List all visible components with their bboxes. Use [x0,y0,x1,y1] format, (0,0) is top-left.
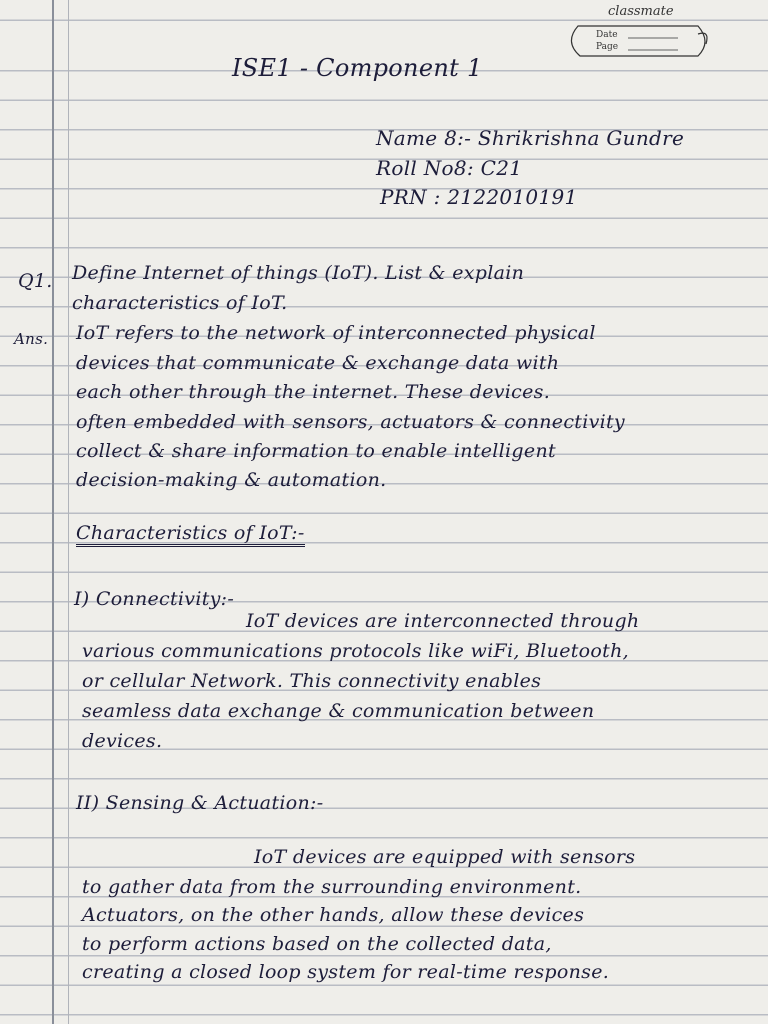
question-line-1: Define Internet of things (IoT). List & explain [72,262,525,284]
prn-number: PRN : 2122010191 [380,185,578,209]
section-line: seamless data exchange & communication between [82,700,595,722]
section-heading-sensing: II) Sensing & Actuation:- [76,792,324,814]
section-line: IoT devices are interconnected through [246,610,640,632]
answer-line: each other through the internet. These devices. [76,381,551,403]
question-line-2: characteristics of IoT. [72,292,288,314]
answer-line: IoT refers to the network of interconnected physical [76,322,596,344]
answer-line: often embedded with sensors, actuators & connectivity [76,411,625,433]
brand-page-label: Page [596,42,619,52]
page-title: ISE1 - Component 1 [232,54,483,82]
section-line: to perform actions based on the collected data, [82,933,552,955]
characteristics-heading: Characteristics of IoT:- [76,522,305,547]
answer-label: Ans. [14,330,49,348]
section-line: or cellular Network. This connectivity enables [82,670,542,692]
question-number: Q1. [18,270,53,292]
brand-box [558,4,718,68]
brand-name: classmate [608,4,674,19]
brand-date-label: Date [596,30,618,40]
section-line: to gather data from the surrounding environment. [82,876,582,898]
section-line: various communications protocols like wiFi, Bluetooth, [82,640,629,662]
answer-line: devices that communicate & exchange data with [76,352,560,374]
section-line: devices. [82,730,163,752]
section-line: Actuators, on the other hands, allow these devices [82,904,585,926]
section-heading-connectivity: I) Connectivity:- [74,588,235,610]
margin-line [52,0,54,1024]
student-name: Name 8:- Shrikrishna Gundre [376,126,685,150]
margin-line-secondary [68,0,69,1024]
roll-number: Roll No8: C21 [376,156,523,180]
section-line: IoT devices are equipped with sensors [254,846,636,868]
section-line: creating a closed loop system for real-time response. [82,961,610,983]
answer-line: decision-making & automation. [76,469,387,491]
answer-line: collect & share information to enable intelligent [76,440,556,462]
